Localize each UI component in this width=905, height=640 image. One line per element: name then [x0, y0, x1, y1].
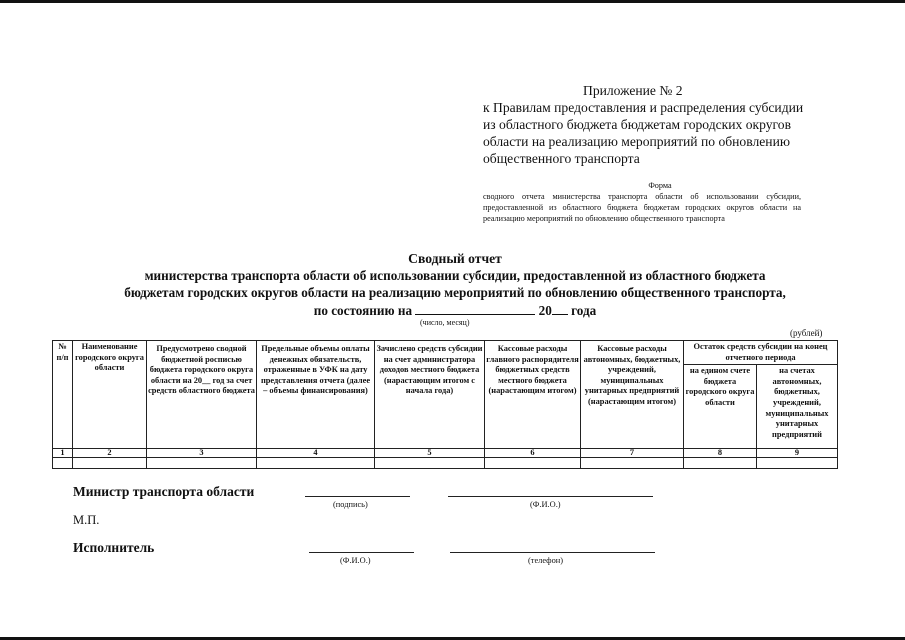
- table-cell[interactable]: [757, 458, 838, 469]
- header-cell-limits: Предельные объемы оплаты денежных обязательств, отраженные в УФК на дату представления отчета (далее – объемы финансирования): [257, 341, 375, 449]
- column-number: 4: [257, 449, 375, 458]
- header-row: [53, 341, 838, 365]
- stamp-label: М.П.: [73, 513, 100, 527]
- table-cell[interactable]: [375, 458, 485, 469]
- report-subtitle-line: министерства транспорта области об использовании субсидии, предоставленной из областного бюджета: [144, 268, 766, 283]
- column-number: 5: [375, 449, 485, 458]
- table-cell[interactable]: [581, 458, 684, 469]
- header-cell-credited: Зачислено средств субсидии на счет администратора доходов местного бюджета (нарастающим итогом с начала года): [375, 341, 485, 449]
- date-blank-field[interactable]: [415, 301, 535, 315]
- column-number: 1: [53, 449, 73, 458]
- date-year: 20: [538, 303, 552, 318]
- executor-label: Исполнитель: [73, 540, 155, 555]
- column-number-row: [53, 449, 838, 458]
- report-heading: [60, 250, 850, 319]
- column-number: 3: [147, 449, 257, 458]
- table-cell[interactable]: [53, 458, 73, 469]
- report-subtitle-line: бюджетам городских округов области на реализацию мероприятий по обновлению общественного транспорта,: [124, 285, 786, 300]
- header-cell-remainder: Остаток средств субсидии на конец отчетного периода: [684, 341, 838, 365]
- table-cell[interactable]: [257, 458, 375, 469]
- form-caption: [483, 180, 801, 224]
- header-cell-planned: Предусмотрено сводной бюджетной росписью бюджета городского округа области на 20__ год за счет средств областного бюджета: [147, 341, 257, 449]
- header-cell-main-expenses: Кассовые расходы главного распорядителя бюджетных средств местного бюджета (нарастающим итогом): [485, 341, 581, 449]
- appendix-title: Приложение № 2: [583, 83, 683, 98]
- report-title: Сводный отчет: [408, 251, 502, 266]
- minister-name-hint: (Ф.И.О.): [530, 500, 561, 509]
- table-cell[interactable]: [485, 458, 581, 469]
- header-cell-district: Наименование городского округа области: [73, 341, 147, 449]
- form-label: Форма: [648, 181, 672, 190]
- minister-signature-line[interactable]: [305, 496, 410, 497]
- form-description: сводного отчета министерства транспорта области об использовании субсидии, предоставленной из областного бюджета бюджетам городских округов области на реализацию мероприятий по обновлению общественного транспорта: [483, 192, 801, 223]
- header-cell-institution-expenses: Кассовые расходы автономных, бюджетных, учреждений, муниципальных унитарных предприятий (нарастающим итогом): [581, 341, 684, 449]
- appendix-line: общественного транспорта: [483, 151, 640, 166]
- appendix-line: области на реализацию мероприятий по обновлению: [483, 134, 790, 149]
- header-cell-number: № п/п: [53, 341, 73, 449]
- column-number: 7: [581, 449, 684, 458]
- report-date-line: [60, 301, 850, 319]
- subheader-cell-institution-accounts: на счетах автономных, бюджетных, учреждений, муниципальных унитарных предприятий: [757, 365, 838, 449]
- date-suffix: года: [571, 303, 597, 318]
- units-label: (рублей): [790, 328, 823, 338]
- column-number: 6: [485, 449, 581, 458]
- appendix-block: [483, 82, 843, 167]
- executor-phone-line[interactable]: [450, 552, 655, 553]
- table-cell[interactable]: [684, 458, 757, 469]
- executor-name-hint: (Ф.И.О.): [340, 556, 371, 565]
- date-prefix: по состоянию на: [313, 303, 413, 318]
- page-top-edge: [0, 0, 905, 3]
- report-table: [52, 340, 838, 469]
- executor-name-line[interactable]: [309, 552, 414, 553]
- date-hint: (число, месяц): [420, 318, 470, 327]
- table-row: [53, 458, 838, 469]
- executor-phone-hint: (телефон): [528, 556, 564, 565]
- year-blank-field[interactable]: [552, 301, 568, 315]
- signature-hint: (подпись): [333, 500, 368, 509]
- appendix-line: из областного бюджета бюджетам городских округов: [483, 117, 792, 132]
- minister-label: Министр транспорта области: [73, 484, 255, 499]
- subheader-cell-single-account: на едином счете бюджета городского округа области: [684, 365, 757, 449]
- column-number: 2: [73, 449, 147, 458]
- table-cell[interactable]: [73, 458, 147, 469]
- appendix-line: к Правилам предоставления и распределения субсидии: [483, 100, 804, 115]
- column-number: 8: [684, 449, 757, 458]
- minister-name-line[interactable]: [448, 496, 653, 497]
- table-cell[interactable]: [147, 458, 257, 469]
- column-number: 9: [757, 449, 838, 458]
